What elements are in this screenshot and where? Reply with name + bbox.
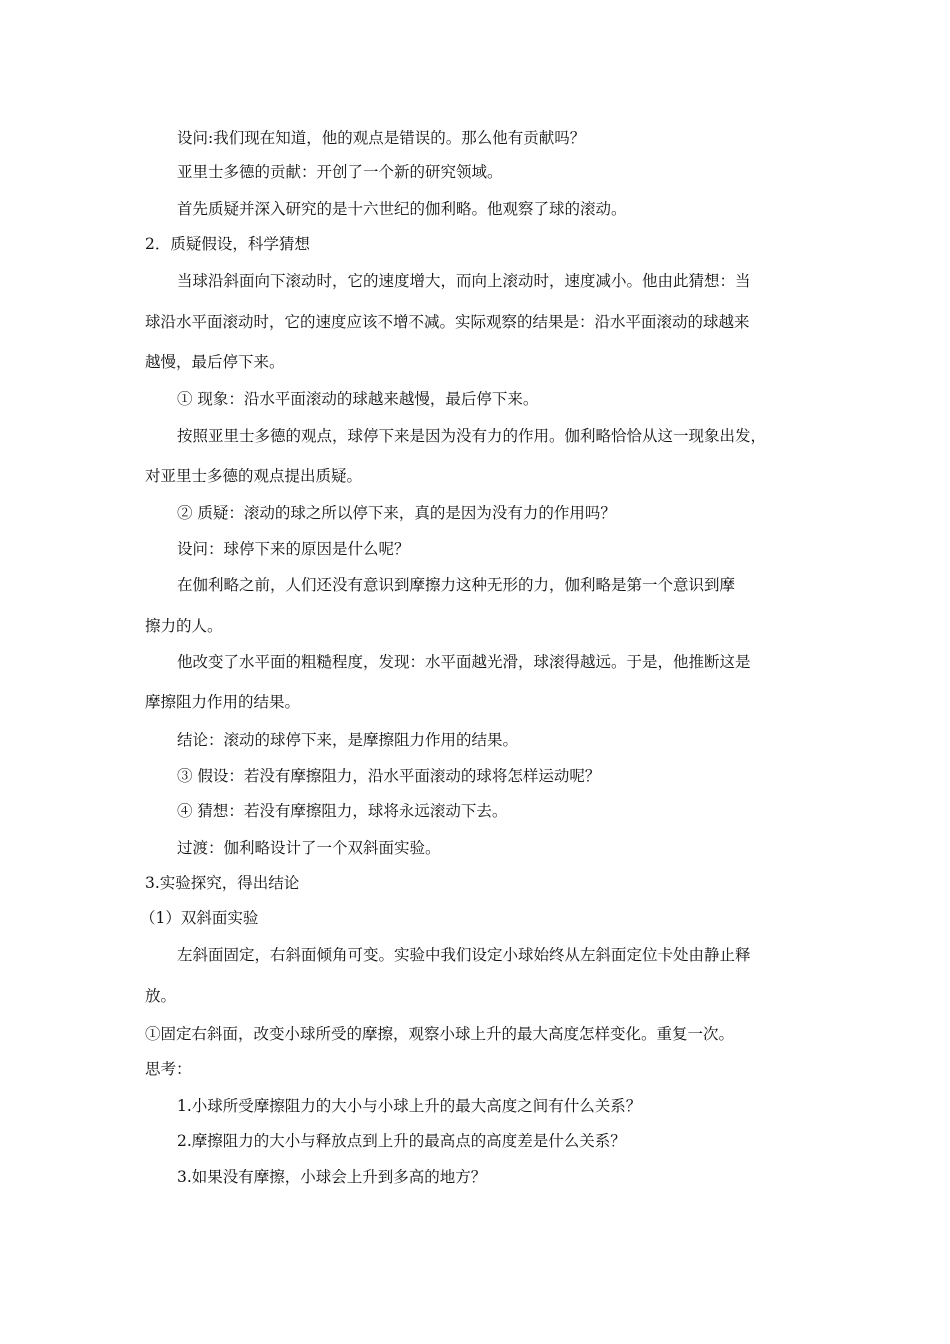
list-item: ④ 猜想：若没有摩擦阻力，球将永远滚动下去。 — [177, 802, 508, 820]
paragraph: 过渡：伽利略设计了一个双斜面实验。 — [177, 839, 441, 857]
subsection-heading: （1）双斜面实验 — [140, 909, 259, 927]
paragraph: 在伽利略之前，人们还没有意识到摩擦力这种无形的力，伽利略是第一个意识到摩 — [177, 576, 736, 594]
paragraph: 他改变了水平面的粗糙程度，发现：水平面越光滑，球滚得越远。于是，他推断这是 — [177, 653, 751, 671]
list-item: ② 质疑：滚动的球之所以停下来，真的是因为没有力的作用吗？ — [177, 504, 616, 522]
paragraph: 放。 — [145, 987, 177, 1005]
paragraph: 当球沿斜面向下滚动时，它的速度增大，而向上滚动时，速度减小。他由此猜想：当 — [177, 272, 751, 290]
section-heading: 3.实验探究，得出结论 — [145, 874, 300, 892]
list-item: ① 现象：沿水平面滚动的球越来越慢，最后停下来。 — [177, 390, 539, 408]
paragraph: 左斜面固定，右斜面倾角可变。实验中我们设定小球始终从左斜面定位卡处由静止释 — [177, 946, 751, 964]
list-item: 3.如果没有摩擦，小球会上升到多高的地方？ — [177, 1168, 487, 1186]
list-item: ①固定右斜面，改变小球所受的摩擦，观察小球上升的最大高度怎样变化。重复一次。 — [145, 1025, 735, 1043]
paragraph: 首先质疑并深入研究的是十六世纪的伽利略。他观察了球的滚动。 — [177, 200, 627, 218]
question-text: 设问:我们现在知道，他的观点是错误的。那么他有贡献吗？ — [177, 129, 586, 147]
paragraph: 越慢，最后停下来。 — [145, 353, 285, 371]
list-item: ③ 假设：若没有摩擦阻力，沿水平面滚动的球将怎样运动呢？ — [177, 767, 601, 785]
paragraph: 亚里士多德的贡献：开创了一个新的研究领域。 — [177, 163, 503, 181]
thinking-label: 思考： — [145, 1060, 192, 1078]
paragraph: 球沿水平面滚动时，它的速度应该不增不减。实际观察的结果是：沿水平面滚动的球越来 — [145, 313, 750, 331]
paragraph: 摩擦阻力作用的结果。 — [145, 693, 301, 711]
question-text: 设问：球停下来的原因是什么呢？ — [177, 540, 410, 558]
list-item: 1.小球所受摩擦阻力的大小与小球上升的最大高度之间有什么关系？ — [177, 1097, 642, 1115]
paragraph: 对亚里士多德的观点提出质疑。 — [145, 467, 363, 485]
conclusion-text: 结论：滚动的球停下来，是摩擦阻力作用的结果。 — [177, 731, 519, 749]
section-heading: 2．质疑假设，科学猜想 — [145, 235, 310, 253]
paragraph: 擦力的人。 — [145, 617, 223, 635]
paragraph: 按照亚里士多德的观点，球停下来是因为没有力的作用。伽利略恰恰从这一现象出发， — [177, 427, 767, 445]
list-item: 2.摩擦阻力的大小与释放点到上升的最高点的高度差是什么关系？ — [177, 1132, 626, 1150]
